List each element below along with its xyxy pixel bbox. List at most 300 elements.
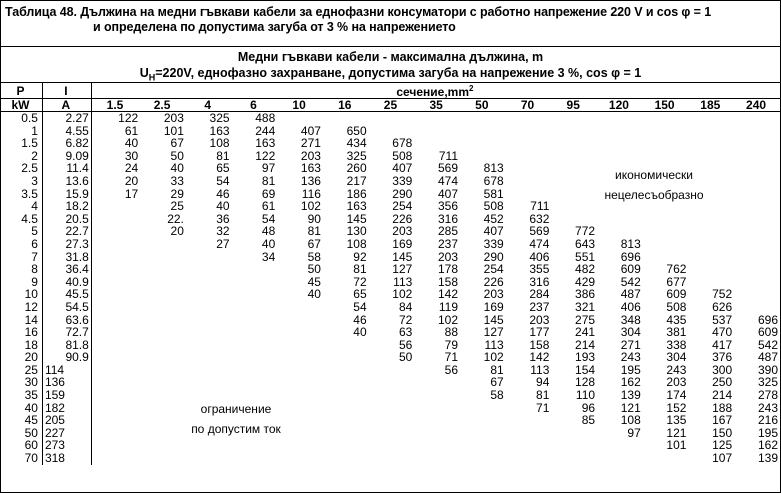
length-cell: 116 [301, 187, 321, 201]
length-cell: 50 [170, 149, 184, 163]
section-col-header: 4 [186, 99, 232, 112]
length-cell: 122 [118, 111, 139, 125]
length-cell [369, 414, 415, 427]
length-cell: 203 [392, 225, 413, 238]
length-cell: 217 [346, 174, 367, 188]
length-cell: 174 [666, 389, 687, 402]
length-cell [506, 162, 552, 175]
power-cell: 3.5 [1, 188, 42, 201]
length-cell: 609 [620, 263, 641, 276]
length-cell [232, 452, 278, 465]
length-cell: 650 [346, 124, 367, 138]
current-cell: 6.82 [42, 137, 91, 150]
length-cell: 193 [575, 351, 596, 364]
power-cell: 20 [1, 351, 42, 364]
length-cell: 88 [444, 326, 458, 339]
length-cell [186, 314, 232, 327]
length-cell [506, 137, 552, 150]
table-row [1, 276, 780, 289]
section-col-header: 10 [277, 99, 323, 112]
length-cell: 609 [757, 326, 778, 339]
table-row [1, 125, 780, 138]
power-cell: 3 [1, 175, 42, 188]
length-cell [140, 263, 186, 276]
power-cell: 10 [1, 288, 42, 301]
current-cell: 81.8 [42, 339, 91, 352]
length-cell [186, 351, 232, 364]
section-col-header: 120 [597, 99, 643, 112]
power-cell: 18 [1, 339, 42, 352]
length-cell: 609 [666, 288, 687, 301]
length-cell [277, 112, 323, 125]
length-cell: 169 [483, 300, 504, 314]
length-cell: 34 [261, 250, 276, 264]
length-cell: 290 [392, 187, 413, 201]
power-cell: 8 [1, 263, 42, 276]
length-cell [688, 276, 734, 289]
length-cell [91, 427, 140, 440]
current-cell: 72.7 [42, 326, 91, 339]
length-cell: 46 [216, 187, 230, 201]
length-cell: 542 [620, 275, 641, 289]
length-cell [323, 364, 369, 377]
length-cell: 139 [757, 452, 778, 465]
length-cell: 542 [757, 338, 778, 352]
length-cell: 254 [392, 200, 413, 213]
length-cell: 142 [529, 351, 550, 364]
table-row [1, 364, 780, 377]
length-cell: 188 [712, 401, 733, 415]
length-cell: 163 [209, 124, 230, 138]
length-cell [506, 427, 552, 440]
length-cell: 102 [437, 313, 458, 327]
length-cell: 139 [620, 389, 641, 402]
length-cell: 30 [124, 149, 139, 163]
length-cell [140, 364, 186, 377]
length-cell: 113 [484, 338, 504, 352]
length-cell: 243 [757, 401, 778, 415]
length-cell [688, 238, 734, 251]
length-cell: 632 [529, 212, 550, 226]
length-cell [734, 213, 780, 226]
length-cell [597, 225, 643, 238]
current-cell: 318 [42, 452, 91, 465]
section-label: сечение,mm [396, 85, 470, 99]
length-cell: 163 [255, 137, 276, 150]
length-cell [551, 213, 597, 226]
table-row [1, 263, 780, 276]
length-cell: 97 [627, 426, 641, 440]
current-cell: 205 [42, 414, 91, 427]
table-row [1, 452, 780, 465]
length-cell: 508 [483, 200, 504, 213]
length-cell: 813 [620, 237, 641, 251]
length-cell [734, 188, 780, 201]
length-cell [232, 326, 278, 339]
length-cell: 678 [392, 137, 413, 150]
length-cell: 214 [712, 389, 733, 402]
table-row [1, 439, 780, 452]
length-cell: 474 [437, 174, 458, 188]
length-cell: 254 [483, 263, 504, 276]
length-cell: 102 [392, 288, 413, 301]
length-cell [643, 251, 689, 264]
length-cell: 125 [712, 439, 733, 453]
power-cell: 2.5 [1, 162, 42, 175]
length-cell [460, 112, 506, 125]
length-cell [551, 112, 597, 125]
section-col-header: 1.5 [91, 99, 140, 112]
length-cell: 79 [444, 338, 458, 352]
power-cell: 4.5 [1, 213, 42, 226]
length-cell: 316 [437, 212, 458, 226]
length-cell: 142 [437, 288, 458, 301]
length-cell: 119 [438, 300, 458, 314]
power-cell: 70 [1, 452, 42, 465]
length-cell [643, 452, 689, 465]
current-cell: 136 [42, 376, 91, 389]
length-cell [734, 137, 780, 150]
length-cell [414, 439, 460, 452]
length-cell: 338 [666, 338, 687, 352]
length-cell: 711 [438, 149, 458, 163]
current-cell: 9.09 [42, 150, 91, 163]
length-cell: 54 [353, 300, 367, 314]
power-cell: 30 [1, 376, 42, 389]
length-cell [414, 427, 460, 440]
length-cell [277, 439, 323, 452]
length-cell: 54 [261, 212, 276, 226]
power-cell: 16 [1, 326, 42, 339]
table-row [1, 389, 780, 402]
length-cell: 145 [392, 250, 413, 264]
power-cell: 14 [1, 314, 42, 327]
power-cell: 1.5 [1, 137, 42, 150]
length-cell: 304 [666, 351, 687, 364]
current-cell: 40.9 [42, 276, 91, 289]
table-row [1, 414, 780, 427]
length-cell: 316 [529, 275, 550, 289]
length-cell: 321 [575, 300, 596, 314]
section-col-header: 95 [551, 99, 597, 112]
length-cell: 128 [575, 376, 596, 390]
table-row [1, 351, 780, 364]
length-cell: 474 [529, 237, 550, 251]
length-cell: 50 [307, 263, 321, 276]
length-cell [734, 238, 780, 251]
power-cell: 50 [1, 427, 42, 440]
length-cell [460, 402, 506, 415]
length-cell [91, 389, 140, 402]
power-cell: 35 [1, 389, 42, 402]
length-cell [414, 376, 460, 389]
length-cell: 278 [757, 389, 778, 402]
length-cell [140, 238, 186, 251]
length-cell [91, 364, 140, 377]
length-cell [414, 402, 460, 415]
length-cell: 216 [757, 414, 778, 427]
length-cell: 325 [757, 376, 778, 390]
length-cell: 203 [163, 111, 184, 125]
length-cell: 40 [170, 162, 184, 175]
caption-line-1: Таблица 48. Дължина на медни гъвкави кабели за еднофазни консуматори с работно напрежение 220 V и cos φ = 1 [5, 5, 712, 19]
length-cell [277, 301, 323, 314]
length-cell [91, 452, 140, 465]
length-cell: 145 [346, 212, 367, 226]
length-cell: 96 [581, 401, 596, 415]
power-cell: 25 [1, 364, 42, 377]
length-cell: 203 [437, 250, 458, 264]
current-cell: 4.55 [42, 125, 91, 138]
length-cell [688, 225, 734, 238]
length-cell [551, 427, 597, 440]
length-cell [734, 175, 780, 188]
length-cell [91, 339, 140, 352]
length-cell: 71 [444, 351, 458, 364]
length-cell [232, 301, 278, 314]
length-cell [186, 376, 232, 389]
length-cell [734, 225, 780, 238]
length-cell [414, 389, 460, 402]
length-cell [323, 389, 369, 402]
length-cell: 40 [261, 237, 276, 251]
length-cell [91, 225, 140, 238]
length-cell: 122 [255, 149, 276, 163]
length-cell [91, 213, 140, 226]
length-cell [140, 276, 186, 289]
table-caption [1, 1, 780, 47]
length-cell: 488 [255, 111, 276, 125]
length-cell [323, 351, 369, 364]
current-cell: 63.6 [42, 314, 91, 327]
power-cell: 6 [1, 238, 42, 251]
length-cell: 285 [437, 225, 458, 238]
length-cell: 376 [712, 351, 733, 364]
length-cell: 325 [209, 111, 230, 125]
length-cell [232, 276, 278, 289]
length-cell: 54 [216, 174, 230, 188]
length-cell: 271 [300, 137, 321, 150]
length-cell: 487 [620, 288, 641, 301]
length-cell: 390 [757, 363, 778, 377]
length-cell [551, 439, 597, 452]
length-cell: 241 [575, 326, 596, 339]
length-cell [140, 439, 186, 452]
length-cell: 65 [353, 288, 367, 301]
length-cell [323, 112, 369, 125]
current-cell: 36.4 [42, 263, 91, 276]
section-col-header: 16 [323, 99, 369, 112]
length-cell [506, 452, 552, 465]
length-cell: 677 [666, 275, 687, 289]
length-cell [186, 364, 232, 377]
length-cell [369, 452, 415, 465]
length-cell [643, 213, 689, 226]
length-cell [643, 137, 689, 150]
length-cell [277, 452, 323, 465]
length-cell: 214 [575, 338, 596, 352]
length-cell: 237 [437, 237, 458, 251]
length-cell [323, 452, 369, 465]
section-col-header: 2.5 [140, 99, 186, 112]
length-cell: 63 [398, 326, 413, 339]
length-cell [186, 301, 232, 314]
length-cell: 27 [216, 237, 230, 251]
length-cell: 243 [620, 351, 641, 364]
length-cell: 81 [490, 363, 504, 377]
length-cell: 407 [483, 225, 504, 238]
length-cell: 177 [529, 326, 550, 339]
current-cell: 227 [42, 427, 91, 440]
length-cell: 130 [346, 225, 367, 238]
length-cell [597, 125, 643, 138]
length-cell [91, 238, 140, 251]
length-cell: 69 [261, 187, 276, 201]
length-cell: 67 [170, 137, 184, 150]
note-limit-line1: ограничение [200, 402, 272, 416]
power-cell: 9 [1, 276, 42, 289]
unit-p: kW [1, 99, 42, 112]
length-cell [734, 251, 780, 264]
note-uneconomic-line1: икономически [615, 168, 693, 182]
length-cell: 243 [666, 363, 687, 377]
current-cell: 22.7 [42, 225, 91, 238]
length-cell: 203 [483, 288, 504, 301]
subtitle-sub: H [148, 72, 156, 83]
table-row [1, 288, 780, 301]
length-cell [460, 427, 506, 440]
length-cell: 36 [216, 212, 230, 226]
col-header-p: P [1, 83, 42, 99]
current-cell: 90.9 [42, 351, 91, 364]
current-cell: 2.27 [42, 112, 91, 125]
length-cell: 121 [666, 426, 687, 440]
length-cell [140, 301, 186, 314]
length-cell: 46 [353, 313, 367, 327]
length-cell: 67 [490, 376, 504, 390]
length-cell: 61 [261, 200, 276, 213]
length-cell: 101 [666, 439, 687, 453]
length-cell: 339 [392, 174, 413, 188]
length-cell [91, 439, 140, 452]
length-cell [91, 402, 140, 415]
length-cell: 40 [353, 326, 367, 339]
length-cell: 762 [666, 263, 687, 276]
length-cell [186, 326, 232, 339]
length-cell: 81 [261, 174, 276, 188]
length-cell: 250 [712, 376, 733, 390]
length-cell: 169 [392, 237, 413, 251]
length-cell [506, 414, 552, 427]
length-cell: 452 [483, 212, 504, 226]
subtitle-rest: =220V, еднофазно захранване, допустима загуба на напрежение 3 %, cos φ = 1 [155, 66, 642, 80]
table-row [1, 137, 780, 150]
length-cell: 203 [529, 313, 550, 327]
length-cell: 407 [437, 187, 458, 201]
table-row [1, 402, 780, 415]
length-cell: 154 [575, 363, 596, 377]
length-cell [186, 439, 232, 452]
length-cell: 22. [167, 212, 184, 226]
length-cell [140, 288, 186, 301]
length-cell [506, 188, 552, 201]
length-cell: 113 [530, 363, 550, 377]
length-cell [460, 137, 506, 150]
length-cell: 537 [712, 313, 733, 327]
current-cell: 273 [42, 439, 91, 452]
length-cell: 61 [124, 124, 139, 138]
length-cell [277, 314, 323, 327]
length-cell [643, 150, 689, 163]
table-row [1, 150, 780, 163]
length-cell [597, 439, 643, 452]
length-cell [460, 452, 506, 465]
length-cell: 178 [437, 263, 458, 276]
length-cell: 339 [483, 237, 504, 251]
length-cell [597, 213, 643, 226]
length-cell [688, 137, 734, 150]
length-cell [186, 251, 232, 264]
length-cell: 626 [712, 300, 733, 314]
length-cell: 203 [300, 149, 321, 163]
length-cell: 581 [483, 187, 504, 201]
length-cell: 94 [536, 376, 550, 390]
length-cell [688, 251, 734, 264]
section-col-header: 6 [232, 99, 278, 112]
power-cell: 5 [1, 225, 42, 238]
length-cell: 65 [216, 162, 230, 175]
length-cell: 48 [261, 225, 276, 238]
length-cell [688, 112, 734, 125]
section-sup: 2 [469, 84, 474, 93]
length-cell: 508 [392, 149, 413, 163]
length-cell [688, 125, 734, 138]
note-limit-line2: по допустим ток [191, 422, 281, 436]
length-cell [369, 112, 415, 125]
length-cell: 407 [300, 124, 321, 138]
length-cell [734, 125, 780, 138]
length-cell: 81 [353, 263, 367, 276]
length-cell [140, 339, 186, 352]
current-cell: 27.3 [42, 238, 91, 251]
current-cell: 159 [42, 389, 91, 402]
length-cell: 150 [712, 426, 733, 440]
length-cell: 284 [529, 288, 550, 301]
length-cell: 152 [666, 401, 687, 415]
current-cell: 11.4 [42, 162, 91, 175]
length-cell [551, 137, 597, 150]
power-cell: 45 [1, 414, 42, 427]
length-cell [140, 314, 186, 327]
length-cell: 108 [209, 137, 230, 150]
length-cell [597, 112, 643, 125]
length-cell [323, 427, 369, 440]
length-cell: 752 [712, 288, 733, 301]
length-cell: 551 [575, 250, 596, 264]
power-cell: 2 [1, 150, 42, 163]
length-cell: 163 [346, 200, 367, 213]
length-cell [186, 276, 232, 289]
length-cell [506, 112, 552, 125]
length-cell: 195 [757, 426, 778, 440]
length-cell: 237 [529, 300, 550, 314]
current-cell: 20.5 [42, 213, 91, 226]
length-cell [323, 376, 369, 389]
length-cell [140, 251, 186, 264]
length-cell: 290 [483, 250, 504, 264]
length-cell [186, 339, 232, 352]
length-cell: 163 [300, 162, 321, 175]
